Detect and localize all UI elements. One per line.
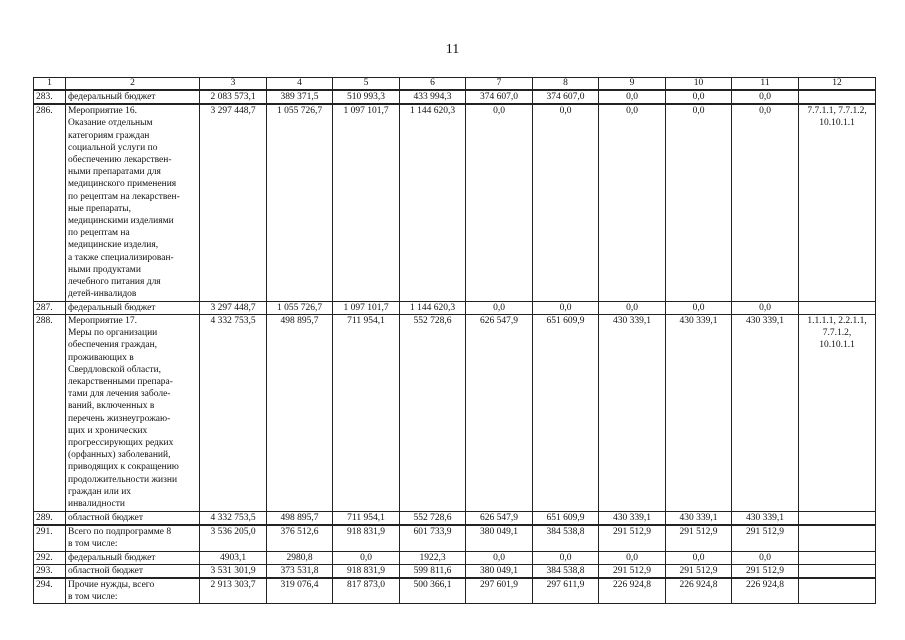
value-cell: 291 512,9	[599, 525, 666, 551]
row-name-cell	[66, 525, 200, 551]
row-name-line: прогрессирующих редких	[68, 437, 174, 448]
row-name-line: ными препаратами для	[68, 167, 161, 178]
row-name-line: щих и хронических	[68, 425, 148, 436]
value-cell: 3 297 448,7	[200, 104, 267, 301]
row-name-line: по рецептам на	[68, 228, 130, 239]
value-cell: 918 831,9	[333, 564, 400, 578]
row-name-line: Меры по организации	[68, 328, 158, 339]
target-ref-line: 10.10.1.1	[819, 118, 855, 129]
row-name-line: тами для лечения заболе-	[68, 389, 171, 400]
row-name-line: социальной услуги по	[68, 142, 158, 153]
value-cell: 1 144 620,3	[400, 104, 466, 301]
target-ref-line: 7.7.1.2,	[822, 328, 852, 339]
row-number-cell: 292.	[34, 551, 66, 564]
value-cell: 430 339,1	[599, 314, 666, 511]
value-cell: 430 339,1	[666, 511, 732, 525]
row-name-line: категориям граждан	[68, 130, 150, 141]
row-name-cell	[66, 314, 200, 511]
value-cell: 430 339,1	[732, 511, 799, 525]
value-cell: 374 607,0	[533, 90, 599, 104]
value-cell: 430 339,1	[732, 314, 799, 511]
row-name-line: детей-инвалидов	[68, 289, 137, 300]
value-cell: 0,0	[732, 301, 799, 314]
value-cell: 384 538,8	[533, 525, 599, 551]
target-refs-cell	[799, 511, 876, 525]
row-name-line: Мероприятие 16.	[68, 106, 138, 117]
value-cell: 0,0	[599, 551, 666, 564]
row-name-line: федеральный бюджет	[68, 552, 156, 563]
target-refs-cell	[799, 301, 876, 314]
row-name-line: Свердловской области,	[68, 364, 162, 375]
value-cell: 226 924,8	[666, 578, 732, 604]
value-cell: 626 547,9	[466, 511, 533, 525]
row-name-line: обеспечения граждан,	[68, 340, 158, 351]
row-name-line: приводящих к сокращению	[68, 462, 179, 473]
row-name-line: лекарственными препара-	[68, 376, 173, 387]
value-cell: 430 339,1	[599, 511, 666, 525]
value-cell: 1 144 620,3	[400, 301, 466, 314]
header-cell: 6	[400, 78, 466, 91]
row-name-line: в том числе:	[68, 592, 118, 603]
value-cell: 0,0	[533, 551, 599, 564]
value-cell: 552 728,6	[400, 314, 466, 511]
row-name-cell	[66, 551, 200, 564]
value-cell: 498 895,7	[267, 314, 333, 511]
target-refs-cell	[799, 525, 876, 551]
value-cell: 601 733,9	[400, 525, 466, 551]
value-cell: 1 097 101,7	[333, 301, 400, 314]
value-cell: 0,0	[466, 301, 533, 314]
row-name-line: Всего по подпрограмме 8	[68, 527, 172, 538]
value-cell: 4 332 753,5	[200, 314, 267, 511]
budget-table	[33, 77, 876, 604]
target-refs-cell	[799, 314, 876, 511]
row-name-cell	[66, 511, 200, 525]
row-name-line: медицинского применения	[68, 179, 177, 190]
table-row	[34, 104, 876, 301]
value-cell: 2 083 573,1	[200, 90, 267, 104]
value-cell: 3 297 448,7	[200, 301, 267, 314]
row-name-line: перечень жизнеугрожаю-	[68, 413, 171, 424]
value-cell: 711 954,1	[333, 314, 400, 511]
value-cell: 297 611,9	[533, 578, 599, 604]
row-name-line: медицинскими изделиями	[68, 216, 174, 227]
target-refs-cell	[799, 104, 876, 301]
value-cell: 376 512,6	[267, 525, 333, 551]
row-number-cell: 293.	[34, 564, 66, 578]
row-number-cell: 288.	[34, 314, 66, 511]
row-name-line: областной бюджет	[68, 565, 144, 576]
row-name-line: обеспечению лекарствен-	[68, 155, 172, 166]
value-cell: 1 097 101,7	[333, 104, 400, 301]
page-number: 11	[445, 42, 460, 57]
header-cell: 4	[267, 78, 333, 91]
header-cell: 2	[66, 78, 200, 91]
value-cell: 0,0	[599, 301, 666, 314]
value-cell: 380 049,1	[466, 525, 533, 551]
row-number-cell: 291.	[34, 525, 66, 551]
value-cell: 291 512,9	[732, 525, 799, 551]
value-cell: 374 607,0	[466, 90, 533, 104]
value-cell: 226 924,8	[732, 578, 799, 604]
row-name-line: лечебного питания для	[68, 277, 161, 288]
value-cell: 0,0	[533, 301, 599, 314]
value-cell: 918 831,9	[333, 525, 400, 551]
row-name-line: проживающих в	[68, 352, 134, 363]
row-name-line: ные препараты,	[68, 203, 132, 214]
target-ref-line: 10.10.1.1	[819, 340, 855, 351]
row-name-line: инвалидности	[68, 498, 126, 509]
row-name-cell	[66, 564, 200, 578]
row-name-line: а также специализирован-	[68, 252, 174, 263]
table-row	[34, 525, 876, 551]
row-number-cell: 286.	[34, 104, 66, 301]
row-name-line: Прочие нужды, всего	[68, 579, 155, 590]
value-cell: 2 913 303,7	[200, 578, 267, 604]
value-cell: 319 076,4	[267, 578, 333, 604]
row-name-line: (орфанных) заболеваний,	[68, 450, 171, 461]
row-name-line: Оказание отдельным	[68, 118, 153, 129]
value-cell: 651 609,9	[533, 314, 599, 511]
header-cell: 9	[599, 78, 666, 91]
value-cell: 552 728,6	[400, 511, 466, 525]
row-number-cell: 289.	[34, 511, 66, 525]
value-cell: 380 049,1	[466, 564, 533, 578]
value-cell: 430 339,1	[666, 314, 732, 511]
row-name-line: областной бюджет	[68, 512, 144, 523]
value-cell: 0,0	[466, 551, 533, 564]
header-cell: 12	[799, 78, 876, 91]
row-name-cell	[66, 104, 200, 301]
value-cell: 291 512,9	[599, 564, 666, 578]
row-name-line: ными продуктами	[68, 264, 141, 275]
row-name-cell	[66, 578, 200, 604]
row-name-line: в том числе:	[68, 539, 118, 550]
value-cell: 1 055 726,7	[267, 104, 333, 301]
row-name-cell	[66, 301, 200, 314]
value-cell: 626 547,9	[466, 314, 533, 511]
header-row	[34, 78, 876, 91]
value-cell: 226 924,8	[599, 578, 666, 604]
value-cell: 0,0	[666, 551, 732, 564]
value-cell: 0,0	[599, 90, 666, 104]
row-name-line: федеральный бюджет	[68, 92, 156, 102]
row-name-line: по рецептам на лекарствен-	[68, 191, 180, 202]
header-cell: 10	[666, 78, 732, 91]
table-row	[34, 578, 876, 604]
target-refs-cell	[799, 90, 876, 104]
value-cell: 291 512,9	[666, 564, 732, 578]
header-cell: 5	[333, 78, 400, 91]
row-number-cell: 283.	[34, 90, 66, 104]
table-row	[34, 551, 876, 564]
value-cell: 0,0	[466, 104, 533, 301]
value-cell: 0,0	[732, 104, 799, 301]
header-cell: 11	[732, 78, 799, 91]
value-cell: 291 512,9	[666, 525, 732, 551]
value-cell: 291 512,9	[732, 564, 799, 578]
value-cell: 651 609,9	[533, 511, 599, 525]
target-ref-line: 7.7.1.1, 7.7.1.2,	[807, 106, 867, 117]
header-cell: 3	[200, 78, 267, 91]
header-cell: 7	[466, 78, 533, 91]
value-cell: 433 994,3	[400, 90, 466, 104]
value-cell: 0,0	[533, 104, 599, 301]
table-row	[34, 301, 876, 314]
value-cell: 0,0	[333, 551, 400, 564]
target-ref-line: 1.1.1.1, 2.2.1.1,	[807, 315, 867, 326]
value-cell: 2980,8	[267, 551, 333, 564]
row-name-cell	[66, 90, 200, 104]
value-cell: 389 371,5	[267, 90, 333, 104]
header-cell: 1	[34, 78, 66, 91]
value-cell: 297 601,9	[466, 578, 533, 604]
table-row	[34, 90, 876, 104]
row-name-line: Мероприятие 17.	[68, 315, 138, 326]
row-name-line: медицинские изделия,	[68, 240, 159, 251]
table-row	[34, 564, 876, 578]
table-row	[34, 511, 876, 525]
value-cell: 510 993,3	[333, 90, 400, 104]
header-cell: 8	[533, 78, 599, 91]
table-row	[34, 314, 876, 511]
value-cell: 498 895,7	[267, 511, 333, 525]
row-number-cell: 294.	[34, 578, 66, 604]
row-name-line: продолжительности жизни	[68, 474, 178, 485]
row-name-line: граждан или их	[68, 486, 132, 497]
value-cell: 711 954,1	[333, 511, 400, 525]
value-cell: 1922,3	[400, 551, 466, 564]
value-cell: 0,0	[599, 104, 666, 301]
value-cell: 3 531 301,9	[200, 564, 267, 578]
value-cell: 0,0	[732, 90, 799, 104]
value-cell: 500 366,1	[400, 578, 466, 604]
value-cell: 373 531,8	[267, 564, 333, 578]
value-cell: 0,0	[666, 104, 732, 301]
value-cell: 1 055 726,7	[267, 301, 333, 314]
value-cell: 3 536 205,0	[200, 525, 267, 551]
target-refs-cell	[799, 578, 876, 604]
value-cell: 817 873,0	[333, 578, 400, 604]
value-cell: 0,0	[732, 551, 799, 564]
value-cell: 0,0	[666, 90, 732, 104]
row-number-cell: 287.	[34, 301, 66, 314]
table-body	[34, 90, 876, 604]
value-cell: 384 538,8	[533, 564, 599, 578]
value-cell: 4903,1	[200, 551, 267, 564]
row-name-line: федеральный бюджет	[68, 302, 156, 313]
target-refs-cell	[799, 564, 876, 578]
row-name-line: ваний, включенных в	[68, 401, 155, 412]
value-cell: 0,0	[666, 301, 732, 314]
target-refs-cell	[799, 551, 876, 564]
value-cell: 4 332 753,5	[200, 511, 267, 525]
value-cell: 599 811,6	[400, 564, 466, 578]
